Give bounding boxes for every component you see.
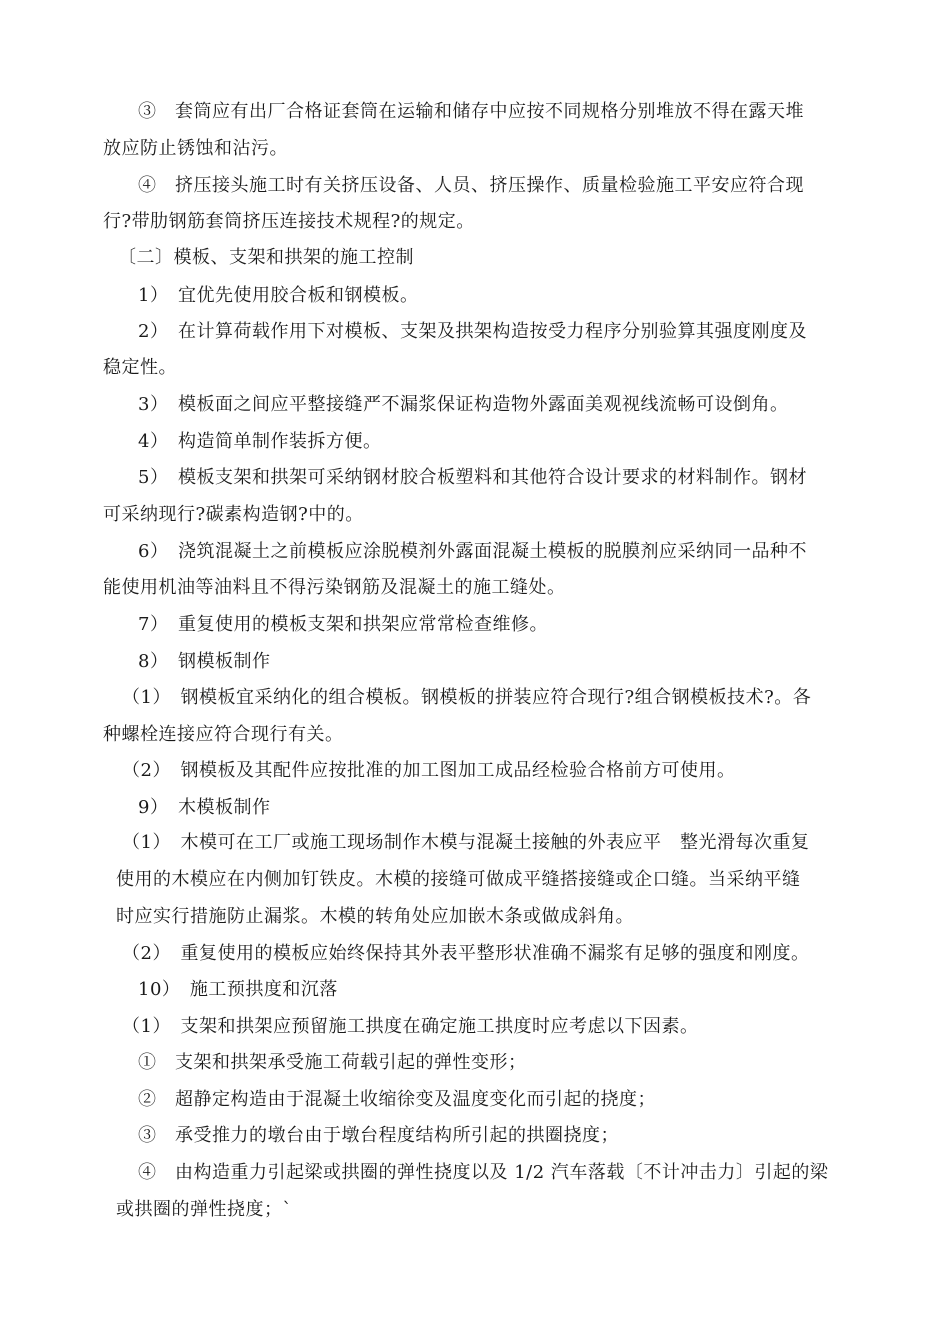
- text-line: 10） 施工预拱度和沉落: [138, 979, 338, 1000]
- text-line: 能使用机油等油料且不得污染钢筋及混凝土的施工缝处。: [103, 577, 566, 598]
- text-line: ④ 挤压接头施工时有关挤压设备、人员、挤压操作、质量检验施工平安应符合现: [138, 175, 804, 196]
- text-line: 8） 钢模板制作: [138, 651, 271, 672]
- text-line: （2） 钢模板及其配件应按批准的加工图加工成品经检验合格前方可使用。: [122, 760, 736, 781]
- text-line: 稳定性。: [103, 357, 177, 378]
- text-line: 9） 木模板制作: [138, 797, 271, 818]
- text-line: ④ 由构造重力引起梁或拱圈的弹性挠度以及 1/2 汽车落载〔不计冲击力〕引起的梁: [138, 1162, 829, 1183]
- text-line: （2） 重复使用的模板应始终保持其外表平整形状准确不漏浆有足够的强度和刚度。: [122, 943, 810, 964]
- section-heading: 〔二〕模板、支架和拱架的施工控制: [118, 247, 414, 268]
- text-line: 6） 浇筑混凝土之前模板应涂脱模剂外露面混凝土模板的脱膜剂应采纳同一品种不: [138, 541, 807, 562]
- text-line: 3） 模板面之间应平整接缝严不漏浆保证构造物外露面美观视线流畅可设倒角。: [138, 394, 789, 415]
- text-line: 时应实行措施防止漏浆。木模的转角处应加嵌木条或做成斜角。: [116, 906, 634, 927]
- text-line: 5） 模板支架和拱架可采纳钢材胶合板塑料和其他符合设计要求的材料制作。钢材: [138, 467, 807, 488]
- text-line: 种螺栓连接应符合现行有关。: [103, 724, 344, 745]
- text-line: （1） 钢模板宜采纳化的组合模板。钢模板的拼装应符合现行?组合钢模板技术?。各: [122, 687, 812, 708]
- text-line: 7） 重复使用的模板支架和拱架应常常检查维修。: [138, 614, 548, 635]
- text-line: 行?带肋钢筋套筒挤压连接技术规程?的规定。: [103, 211, 475, 232]
- text-line: （1） 支架和拱架应预留施工拱度在确定施工拱度时应考虑以下因素。: [122, 1016, 699, 1037]
- text-line: 或拱圈的弹性挠度；`: [116, 1199, 292, 1220]
- text-line: 1） 宜优先使用胶合板和钢模板。: [138, 285, 419, 306]
- text-line: ② 超静定构造由于混凝土收缩徐变及温度变化而引起的挠度；: [138, 1089, 656, 1110]
- text-line: ① 支架和拱架承受施工荷载引起的弹性变形；: [138, 1052, 527, 1073]
- text-line: 放应防止锈蚀和沾污。: [103, 138, 288, 159]
- text-line: 2） 在计算荷载作用下对模板、支架及拱架构造按受力程序分别验算其强度刚度及: [138, 321, 807, 342]
- text-line: 可采纳现行?碳素构造钢?中的。: [103, 504, 364, 525]
- text-line: 4） 构造简单制作装拆方便。: [138, 431, 382, 452]
- text-line: ③ 承受推力的墩台由于墩台程度结构所引起的拱圈挠度；: [138, 1125, 619, 1146]
- text-line: ③ 套筒应有出厂合格证套筒在运输和储存中应按不同规格分别堆放不得在露天堆: [138, 101, 804, 122]
- text-line: 使用的木模应在内侧加钉铁皮。木模的接缝可做成平缝搭接缝或企口缝。当采纳平缝: [116, 869, 801, 890]
- text-line: （1） 木模可在工厂或施工现场制作木模与混凝土接触的外表应平 整光滑每次重复: [122, 832, 810, 853]
